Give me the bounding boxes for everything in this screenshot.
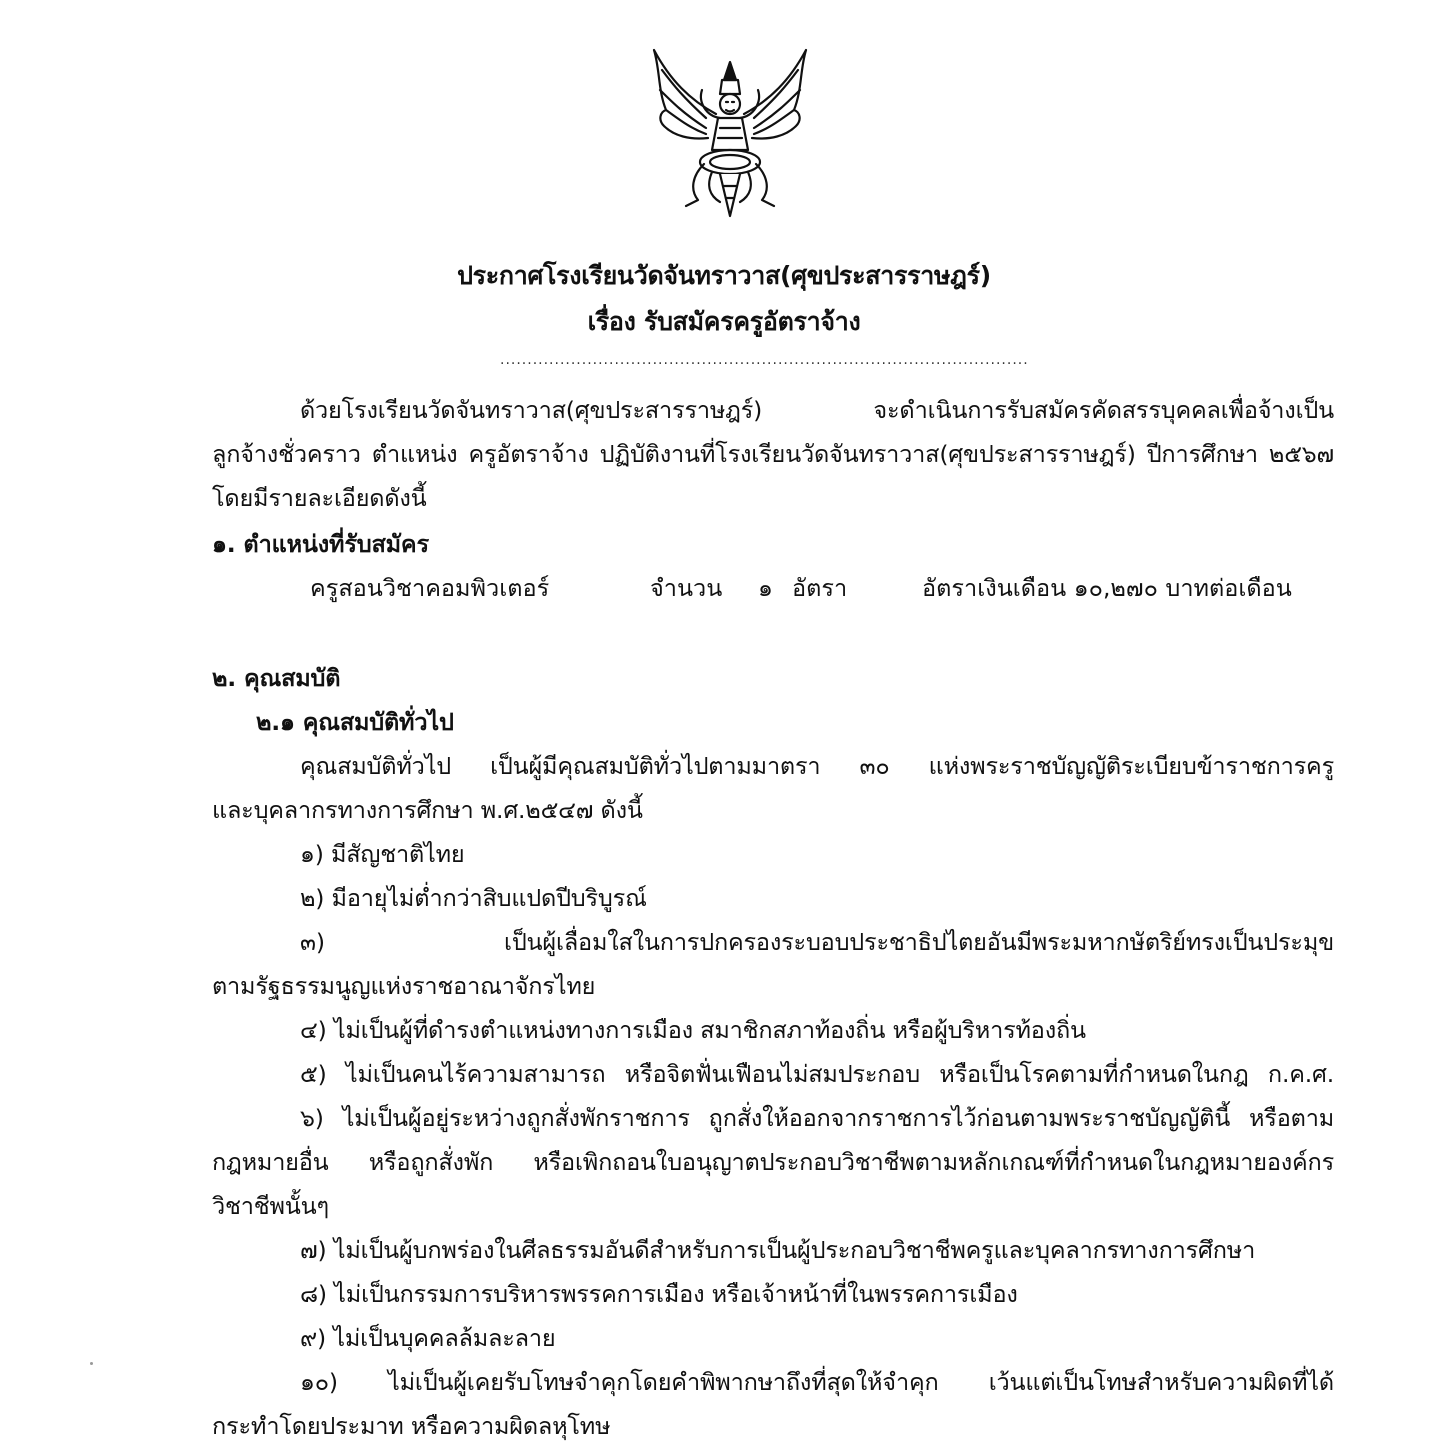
qualification-item-8: ๘) ไม่เป็นกรรมการบริหารพรรคการเมือง หรือเจ้าหน้าที่ในพรรคการเมือง xyxy=(300,1280,1018,1308)
intro-line-2: ลูกจ้างชั่วคราว ตำแหน่ง ครูอัตราจ้าง ปฏิบัติงานที่โรงเรียนวัดจันทราวาส(ศุขประสารราษฎร์) ปีการศึกษา ๒๕๖๗ xyxy=(212,440,1334,468)
qualification-item-1: ๑) มีสัญชาติไทย xyxy=(300,840,465,868)
qualification-item-2: ๒) มีอายุไม่ต่ำกว่าสิบแปดปีบริบูรณ์ xyxy=(300,884,647,912)
count-value: ๑ xyxy=(758,574,773,602)
intro-line-1: ด้วยโรงเรียนวัดจันทราวาส(ศุขประสารราษฎร์) จะดำเนินการรับสมัครคัดสรรบุคคลเพื่อจ้างเป็น xyxy=(300,396,1334,424)
position-name: ครูสอนวิชาคอมพิวเตอร์ xyxy=(310,574,550,602)
count-unit: อัตรา xyxy=(792,574,848,602)
qualification-item-9: ๙) ไม่เป็นบุคคลล้มละลาย xyxy=(300,1324,556,1352)
qualification-item-6-line-1: ๖) ไม่เป็นผู้อยู่ระหว่างถูกสั่งพักราชการ ถูกสั่งให้ออกจากราชการไว้ก่อนตามพระราชบัญญัตินี้ หรือตาม xyxy=(300,1104,1334,1132)
salary-text: อัตราเงินเดือน ๑๐,๒๗๐ บาทต่อเดือน xyxy=(922,574,1292,602)
qualification-intro-line-2: และบุคลากรทางการศึกษา พ.ศ.๒๕๔๗ ดังนี้ xyxy=(212,796,643,824)
section-2-heading: ๒. คุณสมบัติ xyxy=(212,664,341,692)
scan-speck xyxy=(90,1362,93,1365)
count-label: จำนวน xyxy=(650,574,723,602)
section-2-1-heading: ๒.๑ คุณสมบัติทั่วไป xyxy=(256,708,454,736)
qualification-item-3-line-1: ๓) เป็นผู้เลื่อมใสในการปกครองระบอบประชาธิปไตยอันมีพระมหากษัตริย์ทรงเป็นประมุข xyxy=(300,928,1334,956)
qualification-item-6-line-2: กฎหมายอื่น หรือถูกสั่งพัก หรือเพิกถอนใบอนุญาตประกอบวิชาชีพตามหลักเกณฑ์ที่กำหนดในกฎหมายองค์กร xyxy=(212,1148,1334,1176)
qualification-item-4: ๔) ไม่เป็นผู้ที่ดำรงตำแหน่งทางการเมือง สมาชิกสภาท้องถิ่น หรือผู้บริหารท้องถิ่น xyxy=(300,1016,1086,1044)
announcement-subject: เรื่อง รับสมัครครูอัตราจ้าง xyxy=(587,307,861,336)
qualification-intro-line-1: คุณสมบัติทั่วไป เป็นผู้มีคุณสมบัติทั่วไปตามมาตรา ๓๐ แห่งพระราชบัญญัติระเบียบข้าราชการครู xyxy=(300,752,1334,780)
intro-line-3: โดยมีรายละเอียดดังนี้ xyxy=(212,484,427,512)
qualification-item-6-line-3: วิชาชีพนั้นๆ xyxy=(212,1192,329,1220)
dotted-separator: ................................................................................................. xyxy=(500,352,1029,368)
section-1-heading: ๑. ตำแหน่งที่รับสมัคร xyxy=(212,530,429,558)
qualification-item-10-line-1: ๑๐) ไม่เป็นผู้เคยรับโทษจำคุกโดยคำพิพากษาถึงที่สุดให้จำคุก เว้นแต่เป็นโทษสำหรับความผิดที่ได้ xyxy=(300,1368,1334,1396)
qualification-item-5: ๕) ไม่เป็นคนไร้ความสามารถ หรือจิตฟั่นเฟือนไม่สมประกอบ หรือเป็นโรคตามที่กำหนดในกฎ ก.ค.ศ. xyxy=(300,1060,1334,1088)
garuda-emblem-icon xyxy=(640,40,820,220)
announcement-title: ประกาศโรงเรียนวัดจันทราวาส(ศุขประสารราษฎร์) xyxy=(457,261,991,290)
qualification-item-10-line-2: กระทำโดยประมาท หรือความผิดลหุโทษ xyxy=(212,1412,611,1440)
qualification-item-3-line-2: ตามรัฐธรรมนูญแห่งราชอาณาจักรไทย xyxy=(212,972,596,1000)
qualification-item-7: ๗) ไม่เป็นผู้บกพร่องในศีลธรรมอันดีสำหรับการเป็นผู้ประกอบวิชาชีพครูและบุคลากรทางการศึกษา xyxy=(300,1236,1256,1264)
